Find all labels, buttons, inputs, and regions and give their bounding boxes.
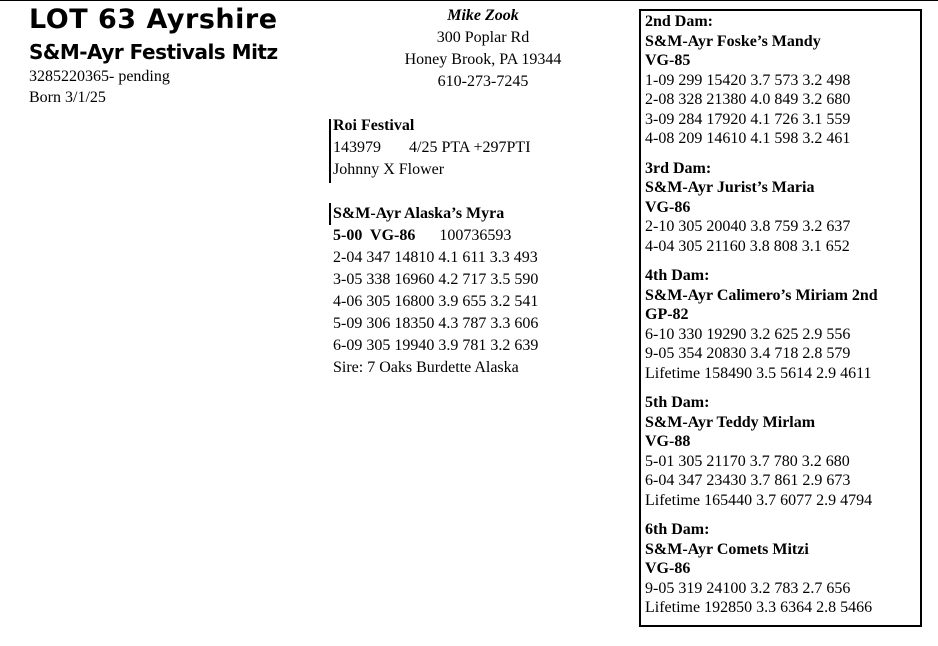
dam-heading: 6th Dam: [645,521,710,538]
dam-heading: 2nd Dam: [645,13,714,30]
dam-block-record: 2-10 305 20040 3.8 759 3.2 637 [645,218,851,235]
consignor-name: Mike Zook [447,7,519,24]
dam-block-record: 9-05 354 20830 3.4 718 2.8 579 [645,345,851,362]
dam-record: 6-09 305 19940 3.9 781 3.2 639 [333,337,539,354]
dam-block-2nd [645,12,920,149]
dam-block-name: S&M-Ayr Foske’s Mandy [645,32,821,50]
sire-name: Roi Festival [333,117,415,134]
dam-record: 3-05 338 16960 4.2 717 3.5 590 [333,271,539,288]
dam-name: S&M-Ayr Alaska’s Myra [333,205,505,222]
dam-block-record: 6-04 347 23430 3.7 861 2.9 673 [645,472,851,489]
dam-bracket [329,203,331,225]
dam-record: 4-06 305 16800 3.9 655 3.2 541 [333,293,539,310]
dam-block-record: 4-08 209 14610 4.1 598 3.2 461 [645,130,851,147]
spacer [333,181,538,203]
dam-block-name: S&M-Ayr Teddy Mirlam [645,413,816,431]
dam-block-record: 9-05 319 24100 3.2 783 2.7 656 [645,579,851,597]
dam-block-record: 6-10 330 19290 3.2 625 2.9 556 [645,325,851,343]
dam-class-line [333,225,538,247]
registration-number: 3285220365- pending [29,68,170,85]
consignor-address-line-1: 300 Poplar Rd [436,29,530,46]
ancestry-box [639,9,922,627]
dam-block-name: S&M-Ayr Comets Mitzi [645,540,809,558]
dam-block-6th [645,520,920,618]
dam-reg: 100736593 [439,227,512,244]
sire-pedigree: Johnny X Flower [333,161,445,178]
dam-block-4th [645,266,920,383]
dam-block-name: S&M-Ayr Calimero’s Miriam 2nd [645,286,878,304]
dam-block-class: VG-85 [645,52,691,69]
dam-block-record: 2-08 328 21380 4.0 849 3.2 680 [645,91,851,108]
dam-record: 5-09 306 18350 4.3 787 3.3 606 [333,315,539,332]
dam-block-class: GP-82 [645,306,689,323]
dam-heading: 3rd Dam: [645,159,712,177]
consignor-address-line-2: Honey Brook, PA 19344 [404,51,562,68]
dam-block-record: 5-01 305 21170 3.7 780 3.2 680 [645,452,850,470]
dam-block-record: 4-04 305 21160 3.8 808 3.1 652 [645,237,850,255]
top-rule [0,0,938,1]
dam-block-record: 3-09 284 17920 4.1 726 3.1 559 [645,110,851,128]
dam-record: 2-04 347 14810 4.1 611 3.3 493 [333,249,538,266]
sire-reg-line: 143979 4/25 PTA +297PTI [333,139,531,156]
lot-title: LOT 63 Ayrshire [29,4,278,35]
dam-block-3rd [645,159,920,257]
dam-block-name: S&M-Ayr Jurist’s Maria [645,179,815,196]
dam-block-record: Lifetime 158490 3.5 5614 2.9 4611 [645,364,872,382]
birth-date: Born 3/1/25 [29,89,106,106]
dam-block-record: 1-09 299 15420 3.7 573 3.2 498 [645,71,851,89]
pedigree [333,115,538,379]
animal-name: S&M-Ayr Festivals Mitz [29,40,278,64]
dam-sire: Sire: 7 Oaks Burdette Alaska [333,359,519,376]
consignor-phone: 610-273-7245 [437,73,529,90]
sire-bracket [329,119,331,183]
consignor-info [380,5,586,93]
dam-block-class: VG-88 [645,433,691,450]
dam-block-record: Lifetime 165440 3.7 6077 2.9 4794 [645,491,873,509]
lot-meta [29,66,170,108]
dam-block-record: Lifetime 192850 3.3 6364 2.8 5466 [645,599,873,616]
dam-heading: 5th Dam: [645,394,710,411]
dam-classification: 5-00 VG-86 [333,227,416,244]
dam-heading: 4th Dam: [645,267,710,284]
dam-block-class: VG-86 [645,560,691,577]
dam-block-class: VG-86 [645,198,691,216]
dam-block-5th [645,393,920,510]
